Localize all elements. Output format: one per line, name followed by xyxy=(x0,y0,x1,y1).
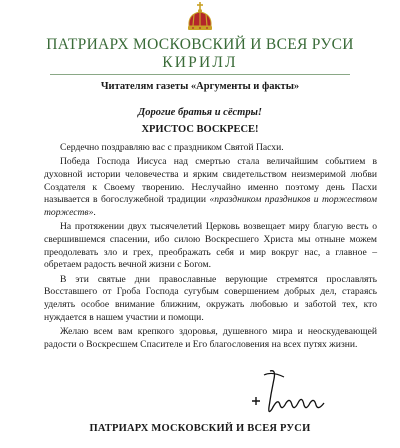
letterhead-title: ПАТРИАРХ МОСКОВСКИЙ И ВСЕЯ РУСИ xyxy=(46,36,354,53)
paragraph-2 xyxy=(44,156,377,220)
paragraph-2-text: Победа Господа Иисуса над смертью стала величайшим событием в духовной истории человечества и ярким свидетельством неизмеримой любви Создателя к Своему творению. Неслучайно именно поэтому день Пасхи называется в богослужебной традиции xyxy=(44,156,377,206)
letter-body xyxy=(44,142,377,353)
paragraph-2-emphasis: «праздником праздников и торжеством торжеств» xyxy=(44,194,377,219)
handwritten-signature xyxy=(250,367,330,419)
greeting-line: Дорогие братья и сёстры! xyxy=(138,107,262,118)
paragraph-3: На протяжении двух тысячелетий Церковь возвещает миру благую весть о свершившемся спасении, ибо силою Воскресшего Христа мы отныне можем преодолевать зло и грех, преображать себя и мир вокруг нас, а главное – обретаем радость вечной жизни с Богом. xyxy=(44,221,377,271)
paragraph-2-end: . xyxy=(93,207,96,219)
easter-exclamation: ХРИСТОС ВОСКРЕСЕ! xyxy=(141,124,259,135)
header-divider xyxy=(50,74,350,75)
paragraph-1: Сердечно поздравляю вас с праздником Святой Пасхи. xyxy=(60,142,284,153)
letterhead-name: КИРИЛЛ xyxy=(162,54,238,71)
signature-title: ПАТРИАРХ МОСКОВСКИЙ И ВСЕЯ РУСИ xyxy=(89,423,311,434)
patriarch-crown-icon xyxy=(185,2,215,34)
addressee-line: Читателям газеты «Аргументы и факты» xyxy=(100,81,300,92)
paragraph-4: В эти святые дни православные верующие стремятся прославлять Восставшего от Гроба Господа сугубым совершением добрых дел, стараясь уделять особое внимание ближним, окружать любовью и заботой тех, кто нуждается в нашем участии и помощи. xyxy=(44,273,377,323)
paragraph-5: Желаю всем вам крепкого здоровья, душевного мира и неоскудевающей радости о Воскресшем Спасителе и Его благословения на всех путях жизни. xyxy=(44,325,377,350)
